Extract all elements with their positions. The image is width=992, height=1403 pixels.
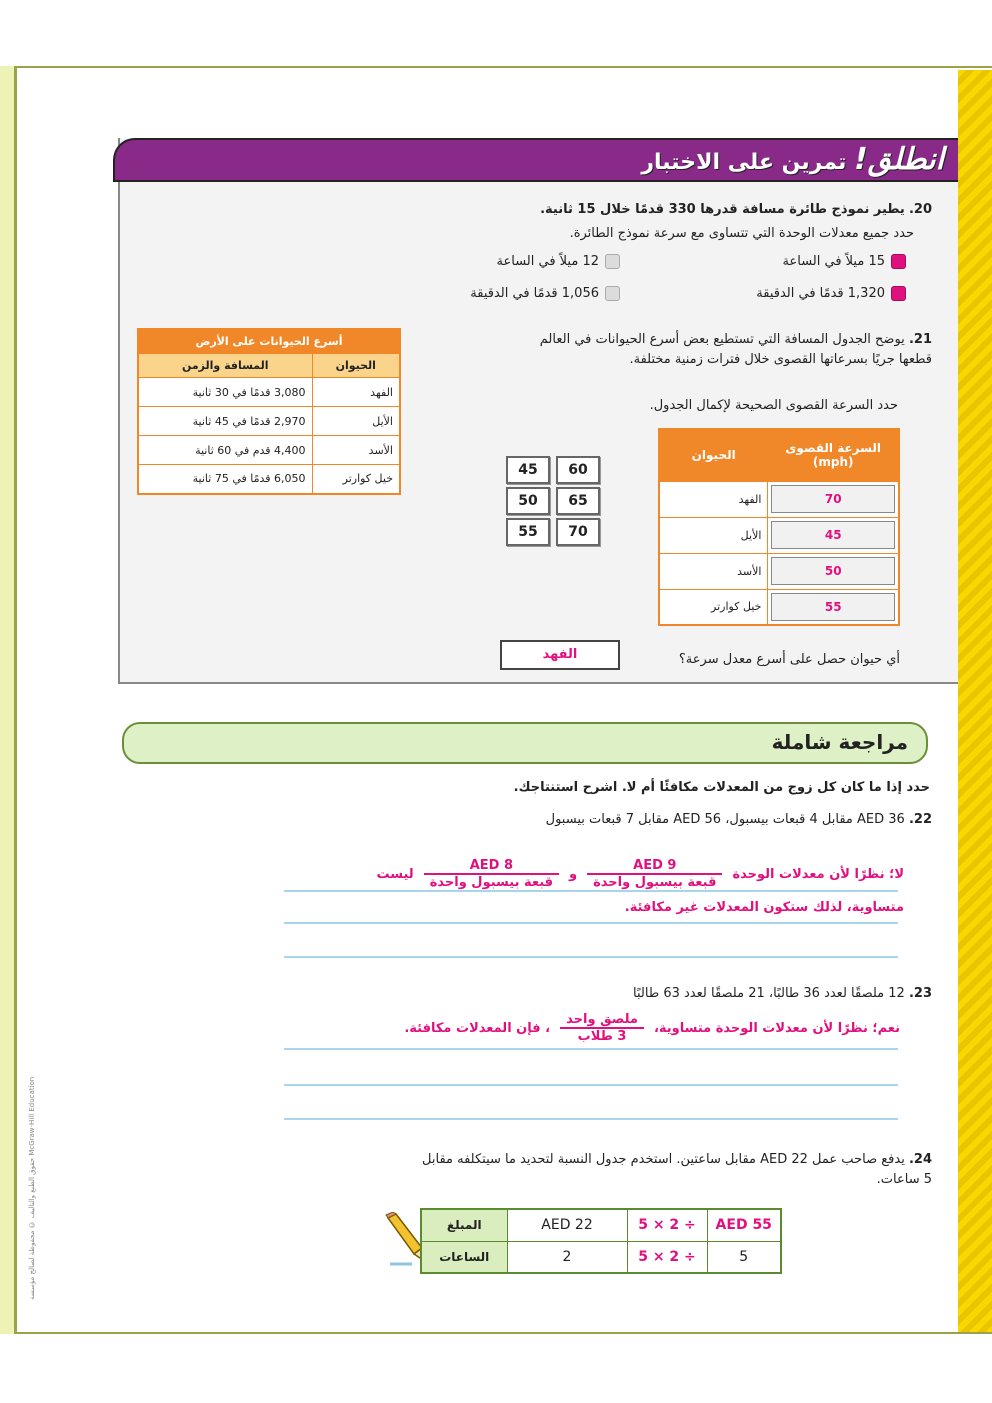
table-row [659, 517, 899, 553]
top-speed-table [658, 428, 900, 626]
q22-not: ليست [376, 866, 414, 882]
ratio-cell: 5 [707, 1241, 781, 1273]
fraction-numerator: AED 9 [587, 858, 722, 875]
q20-option-3-label: 1,320 قدمًا في الدقيقة [756, 286, 885, 301]
fraction-denominator: قبعة بيسبول واحدة [593, 875, 717, 890]
review-header [122, 722, 928, 764]
table-row [138, 407, 400, 436]
ratio-cell[interactable]: AED 55 [707, 1209, 781, 1241]
q20-statement: يطير نموذج طائرة مسافة قدرها 330 قدمًا خلال 15 ثانية. [540, 202, 905, 217]
test-practice-header [113, 138, 958, 182]
animal-cell: الأسد [659, 553, 768, 589]
q20-option-1[interactable] [700, 254, 906, 269]
animal-cell: الفهد [312, 378, 400, 407]
q21-text-line2: قطعها جريًا بسرعاتها القصوى خلال فترات زمنية مختلفة. [629, 352, 932, 367]
q21-final-question: أي حيوان حصل على أسرع معدل سرعة؟ [678, 652, 900, 667]
animal-cell: خيل كوارتر [659, 589, 768, 625]
q23-answer-line [290, 1006, 900, 1050]
animal-cell: الأسد [312, 436, 400, 465]
table-row [421, 1241, 781, 1273]
drag-tile[interactable]: 50 [506, 487, 550, 515]
header-animal: الحيوان [312, 354, 400, 378]
animal-cell: الأيل [659, 517, 768, 553]
distance-cell: 4,400 قدم في 60 ثانية [138, 436, 312, 465]
q22-answer-line2: متساوية، لذلك ستكون المعدلات غير مكافئة. [624, 900, 904, 915]
speed-drop-target[interactable]: 55 [771, 593, 895, 621]
distance-cell: 6,050 قدمًا في 75 ثانية [138, 465, 312, 494]
answer-rule [284, 1048, 898, 1050]
q23-answer-start: نعم؛ نظرًا لأن معدلات الوحدة متساوية، [653, 1020, 900, 1036]
q20-option-4-label: 1,056 قدمًا في الدقيقة [470, 286, 599, 301]
q22-and: و [569, 866, 578, 882]
q22-answer-line1 [282, 854, 904, 894]
table-row [138, 465, 400, 494]
header-distance-time: المسافة والزمن [138, 354, 312, 378]
answer-rule [284, 1084, 898, 1086]
q20-option-2-label: 12 ميلاً في الساعة [496, 254, 599, 269]
q22-text [400, 812, 932, 827]
q20-option-4[interactable] [410, 286, 620, 301]
review-title: مراجعة شاملة [771, 730, 908, 754]
table-row [659, 589, 899, 625]
animal-cell: الأيل [312, 407, 400, 436]
q23-answer-end: ، فإن المعدلات مكافئة. [404, 1020, 551, 1036]
answer-rule [284, 1118, 898, 1120]
q21-text-line1: يوضح الجدول المسافة التي تستطيع بعض أسرع الحيوانات في العالم [539, 332, 905, 347]
q22-fraction-2 [424, 858, 559, 890]
table-row [659, 553, 899, 589]
q20-option-1-label: 15 ميلاً في الساعة [782, 254, 885, 269]
q21-prompt: حدد السرعة القصوى الصحيحة لإكمال الجدول. [649, 398, 898, 413]
distance-cell: 3,080 قدمًا في 30 ثانية [138, 378, 312, 407]
q22-statement: AED 36 مقابل 4 قبعات بيسبول، AED 56 مقابل 7 قبعات بيسبول [545, 812, 905, 827]
animals-table-caption: أسرع الحيوانات على الأرض [138, 329, 400, 354]
answer-rule [284, 922, 898, 924]
ratio-cell[interactable]: 5 × 2 ÷ [627, 1209, 707, 1241]
speed-drop-target[interactable]: 70 [771, 485, 895, 513]
drag-tile[interactable]: 65 [556, 487, 600, 515]
unchecked-box-icon[interactable] [605, 254, 620, 269]
table-row [659, 481, 899, 517]
fraction-denominator: 3 طلاب [577, 1029, 627, 1044]
q24-text [286, 1150, 932, 1190]
q24-text-line2: 5 ساعات. [876, 1172, 932, 1187]
q23-text [540, 986, 932, 1001]
q21-text [430, 330, 932, 370]
q20-option-2[interactable] [410, 254, 620, 269]
q22-fraction-1 [587, 858, 722, 890]
q24-number: 24. [908, 1152, 932, 1167]
go-label: انطلق! [854, 142, 944, 177]
ratio-cell[interactable]: 5 × 2 ÷ [627, 1241, 707, 1273]
row-label-amount: المبلغ [421, 1209, 507, 1241]
drag-tile[interactable]: 60 [556, 456, 600, 484]
row-label-hours: الساعات [421, 1241, 507, 1273]
q23-fraction [560, 1012, 644, 1044]
practice-title-text: تمرين على الاختبار [641, 150, 847, 175]
ratio-table [420, 1208, 782, 1274]
q21-number: 21. [908, 332, 932, 347]
fraction-numerator: AED 8 [424, 858, 559, 875]
animal-cell: الفهد [659, 481, 768, 517]
answer-rule [284, 956, 898, 958]
table-row [138, 436, 400, 465]
q23-statement: 12 ملصقًا لعدد 36 طالبًا، 21 ملصقًا لعدد 63 طالبًا [633, 986, 905, 1001]
distance-cell: 2,970 قدمًا في 45 ثانية [138, 407, 312, 436]
table-row [138, 378, 400, 407]
q20-number: 20. [908, 202, 932, 217]
q20-text [470, 202, 932, 217]
fraction-denominator: قبعة بيسبول واحدة [429, 875, 554, 890]
yellow-edge-bar [958, 70, 992, 1332]
checked-box-icon[interactable] [891, 254, 906, 269]
fastest-animals-table [137, 328, 401, 495]
fraction-numerator: ملصق واحد [560, 1012, 644, 1029]
q24-text-line1: يدفع صاحب عمل AED 22 مقابل ساعتين. استخدم جدول النسبة لتحديد ما سيتكلفه مقابل [422, 1152, 905, 1167]
drag-tile[interactable]: 55 [506, 518, 550, 546]
ratio-cell: 2 [507, 1241, 627, 1273]
header-top-speed: السرعة القصوى (mph) [768, 429, 899, 481]
left-margin-strip [0, 66, 14, 1334]
drag-tile[interactable]: 70 [556, 518, 600, 546]
ratio-cell: AED 22 [507, 1209, 627, 1241]
q20-option-3[interactable] [700, 286, 906, 301]
unchecked-box-icon[interactable] [605, 286, 620, 301]
fastest-animal-answer-box[interactable]: الفهد [500, 640, 620, 670]
animal-cell: خيل كوارتر [312, 465, 400, 494]
speed-drop-target[interactable]: 45 [771, 521, 895, 549]
test-practice-title [641, 142, 944, 177]
speed-drop-target[interactable]: 50 [771, 557, 895, 585]
table-row [421, 1209, 781, 1241]
header-animal: الحيوان [659, 429, 768, 481]
review-instruction: حدد إذا ما كان كل زوج من المعدلات مكافئًا أم لا. اشرح استنتاجك. [513, 780, 930, 795]
checked-box-icon[interactable] [891, 286, 906, 301]
drag-tile[interactable]: 45 [506, 456, 550, 484]
q20-prompt: حدد جميع معدلات الوحدة التي تتساوى مع سرعة نموذج الطائرة. [569, 226, 914, 241]
q23-number: 23. [908, 986, 932, 1001]
copyright-credit: حقوق الطبع والتأليف © محفوظة لصالح مؤسسة McGraw-Hill Education [28, 1076, 36, 1300]
q22-answer-start: لا؛ نظرًا لأن معدلات الوحدة [732, 866, 904, 882]
q22-number: 22. [908, 812, 932, 827]
answer-rule [284, 890, 898, 892]
